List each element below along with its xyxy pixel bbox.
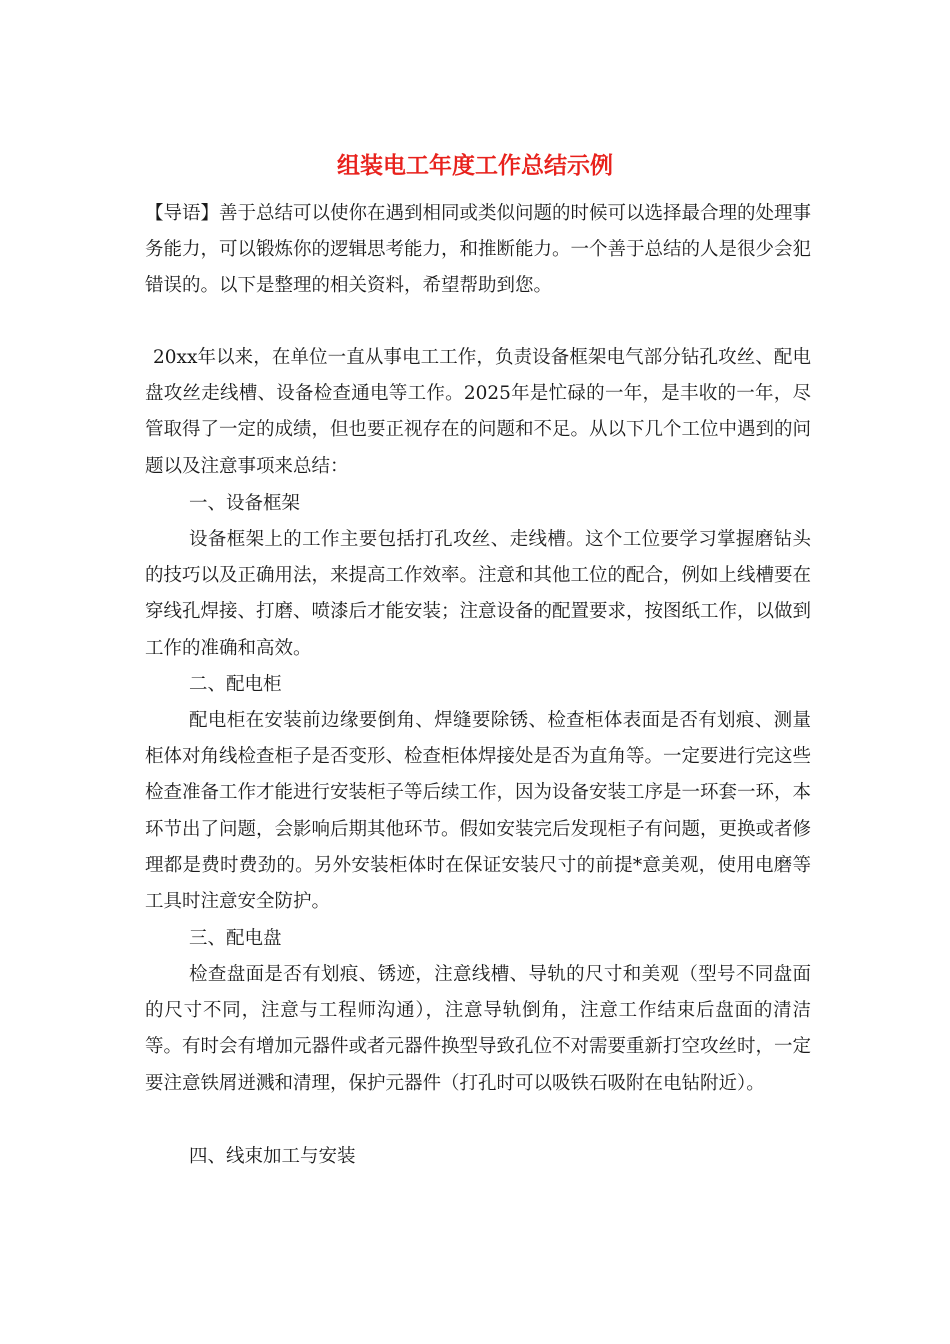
section-heading-equipment-frame: 一、设备框架 — [189, 493, 301, 514]
section-body-distribution-cabinet: 配电柜在安装前边缘要倒角、焊缝要除锈、检查柜体表面是否有划痕、测量柜体对角线检查柜子是否变形、检查柜体焊接处是否为直角等。一定要进行完这些检查准备工作才能进行安装柜子等后续工作，因为设备安装工序是一环套一环，本环节出了问题，会影响后期其他环节。假如安装完后发现柜子有问题，更换或者修理都是费时费劲的。另外安装柜体时在保证安装尺寸的前提*意美观，使用电磨等工具时注意安全防护。 — [145, 710, 812, 913]
section-body-equipment-frame: 设备框架上的工作主要包括打孔攻丝、走线槽。这个工位要学习掌握磨钻头的技巧以及正确用法，来提高工作效率。注意和其他工位的配合，例如上线槽要在穿线孔焊接、打磨、喷漆后才能安装；注意设备的配置要求，按图纸工作，以做到工作的准确和高效。 — [145, 529, 812, 659]
section-heading-distribution-panel: 三、配电盘 — [189, 928, 282, 949]
section-heading-wire-harness: 四、线束加工与安装 — [189, 1146, 356, 1167]
section-body-distribution-panel: 检查盘面是否有划痕、锈迹，注意线槽、导轨的尺寸和美观（型号不同盘面的尺寸不同，注意与工程师沟通），注意导轨倒角，注意工作结束后盘面的清洁等。有时会有增加元器件或者元器件换型导致孔位不对需要重新打空攻丝时，一定要注意铁屑迸溅和清理，保护元器件（打孔时可以吸铁石吸附在电钻附近）。 — [145, 964, 812, 1094]
document-title: 组装电工年度工作总结示例 — [337, 152, 613, 179]
intro-paragraph: 【导语】善于总结可以使你在遇到相同或类似问题的时候可以选择最合理的处理事务能力，可以锻炼你的逻辑思考能力，和推断能力。一个善于总结的人是很少会犯错误的。以下是整理的相关资料，希望帮助到您。 — [145, 203, 812, 297]
section-heading-distribution-cabinet: 二、配电柜 — [189, 674, 282, 695]
summary-paragraph: 20xx年以来，在单位一直从事电工工作，负责设备框架电气部分钻孔攻丝、配电盘攻丝走线槽、设备检查通电等工作。2025年是忙碌的一年，是丰收的一年，尽管取得了一定的成绩，但也要正视存在的问题和不足。从以下几个工位中遇到的问题以及注意事项来总结： — [145, 347, 812, 477]
